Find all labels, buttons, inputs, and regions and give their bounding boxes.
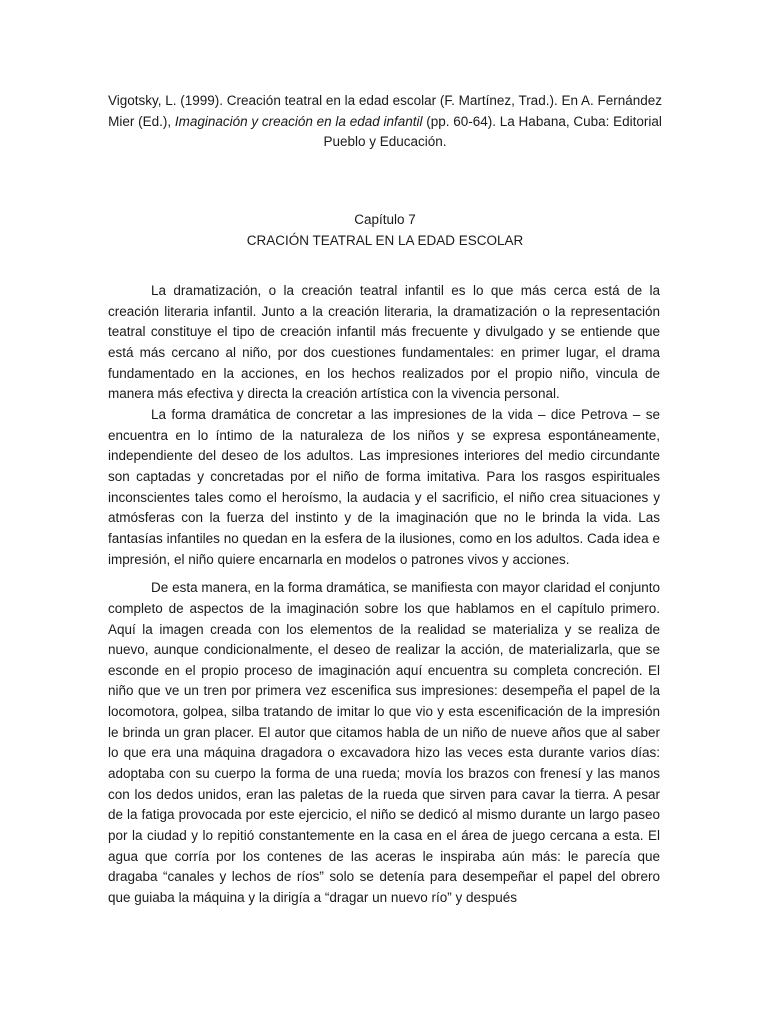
citation-text-part2: (pp. 60-64). La Habana, Cuba: Editorial Pueblo y Educación. <box>323 113 662 149</box>
citation-text-part1: Vigotsky, L. (1999). Creación teatral en la edad escolar (F. Martínez, Trad.). En A. Fernández Mier (Ed.), <box>107 93 663 129</box>
paragraph: De esta manera, en la forma dramática, se manifiesta con mayor claridad el conjunto completo de aspectos de la imaginación sobre los que hablamos en el capítulo primero. Aquí la imagen creada con los elementos de la realidad se materializa y se realiza de nuevo, aunque condicionalmente, el deseo de realizar la acción, de materializarla, que se esconde en el propio proceso de imaginación aquí encuentra su completa concreción. El niño que ve un tren por primera vez escenifica sus impresiones: desempeña el papel de la locomotora, golpea, silba tratando de imitar lo que vio y esta escenificación de la impresión le brinda un gran placer. El autor que citamos habla de un niño de nueve años que al saber lo que era una máquina dragadora o excavadora hizo las veces esta durante varios días: adoptaba con su cuerpo la forma de una rueda; movía los brazos con frenesí y las manos con los dedos unidos, eran las paletas de la rueda que sirven para cavar la tierra. A pesar de la fatiga provocada por este ejercicio, el niño se dedicó al mismo durante un largo paseo por la ciudad y lo repitió constantemente en la casa en el área de juego cercana a esta. El agua que corría por los contenes de las aceras le inspiraba aún más: le parecía que dragaba “canales y lechos de ríos” solo se detenía para desempeñar el papel del obrero que guiaba la máquina y la dirigía a “dragar un nuevo río” y después <box>108 580 660 906</box>
chapter-label: Capítulo 7 <box>354 212 416 227</box>
document-body <box>108 281 660 909</box>
paragraph: La forma dramática de concretar a las impresiones de la vida – dice Petrova – se encuentra en lo íntimo de la naturaleza de los niños y se expresa espontáneamente, independiente del deseo de los adultos. Las impresiones interiores del medio circundante son captadas y concretadas por el niño de forma imitativa. Para los rasgos espirituales inconscientes tales como el heroísmo, la audacia y el sacrificio, el niño crea situaciones y atmósferas con la fuerza del instinto y de la imaginación que no le brinda la vida. Las fantasías infantiles no quedan en la esfera de la ilusiones, como en los adultos. Cada idea e impresión, el niño quiere encarnarla en modelos o patrones vivos y acciones. <box>108 406 660 567</box>
chapter-heading <box>100 210 670 251</box>
citation-book-title: Imaginación y creación en la edad infantil <box>174 113 423 129</box>
bibliographic-citation <box>100 91 670 153</box>
paragraph: La dramatización, o la creación teatral infantil es lo que más cerca está de la creación literaria infantil. Junto a la creación literaria, la dramatización o la representación teatral constituye el tipo de creación infantil más frecuente y divulgado y se entiende que está más cercano al niño, por dos cuestiones fundamentales: en primer lugar, el drama fundamentado en la acciones, en los hechos realizados por el propio niño, vincula de manera más efectiva y directa la creación artística con la vivencia personal. <box>108 283 660 402</box>
chapter-title: CRACIÓN TEATRAL EN LA EDAD ESCOLAR <box>246 232 524 248</box>
